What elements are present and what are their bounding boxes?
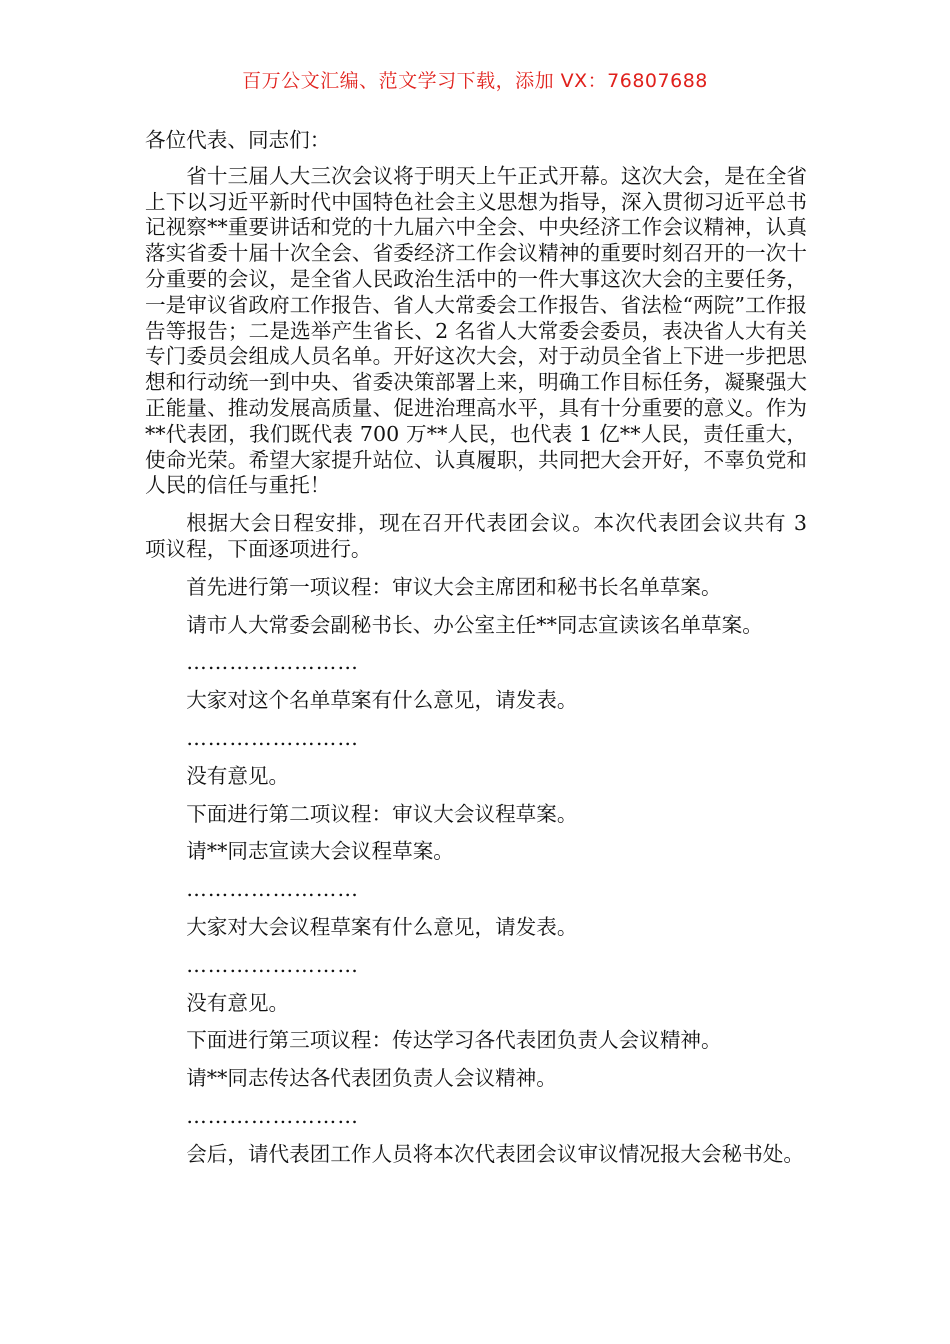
ellipsis-line: …………………… (186, 877, 359, 902)
paragraph: 没有意见。 (186, 763, 290, 788)
paragraph: 会后，请代表团工作人员将本次代表团会议审议情况报大会秘书处。 (186, 1141, 804, 1166)
ellipsis-line: …………………… (186, 650, 359, 675)
paragraph: 根据大会日程安排，现在召开代表团会议。本次代表团会议共有 3 项议程，下面逐项进行。 (145, 511, 807, 561)
paragraph: 省十三届人大三次会议将于明天上午正式开幕。这次大会，是在全省上下以习近平新时代中国特色社会主义思想为指导，深入贯彻习近平总书记视察**重要讲话和党的十九届六中全会、中央经济工作会议精神，认真落实省委十届十次全会、省委经济工作会议精神的重要时刻召开的一次十分重要的会议，是全省人民政治生活中的一件大事这次大会的主要任务，一是审议省政府工作报告、省人大常委会工作报告、省法检“两院”工作报告等报告；二是选举产生省长、2 名省人大常委会委员，表决省人大有关专门委员会组成人员名单。开好这次大会，对于动员全省上下进一步把思想和行动统一到中央、省委决策部署上来，明确工作目标任务，凝聚强大正能量、推动发展高质量、促进治理高水平，具有十分重要的意义。作为**代表团，我们既代表 700 万**人民，也代表 1 亿**人民，责任重大，使命光荣。希望大家提升站位、认真履职，共同把大会开好，不辜负党和人民的信任与重托！ (145, 163, 807, 498)
paragraph: 下面进行第三项议程：传达学习各代表团负责人会议精神。 (186, 1028, 722, 1053)
watermark-header: 百万公文汇编、范文学习下载，添加 VX：76807688 (242, 70, 708, 92)
paragraph: 请市人大常委会副秘书长、办公室主任**同志宣读该名单草案。 (186, 612, 763, 637)
ellipsis-line: …………………… (186, 1103, 359, 1128)
ellipsis-line: …………………… (186, 725, 359, 750)
paragraph: 大家对这个名单草案有什么意见，请发表。 (186, 688, 578, 713)
ellipsis-line: …………………… (186, 952, 359, 977)
paragraph: 请**同志传达各代表团负责人会议精神。 (186, 1066, 557, 1091)
paragraph: 首先进行第一项议程：审议大会主席团和秘书长名单草案。 (186, 574, 722, 599)
document-body (145, 128, 807, 1180)
paragraph: 大家对大会议程草案有什么意见，请发表。 (186, 914, 578, 939)
paragraph: 下面进行第二项议程：审议大会议程草案。 (186, 801, 578, 826)
paragraph: 没有意见。 (186, 990, 290, 1015)
greeting: 各位代表、同志们： (145, 128, 331, 152)
paragraph: 请**同志宣读大会议程草案。 (186, 839, 454, 864)
